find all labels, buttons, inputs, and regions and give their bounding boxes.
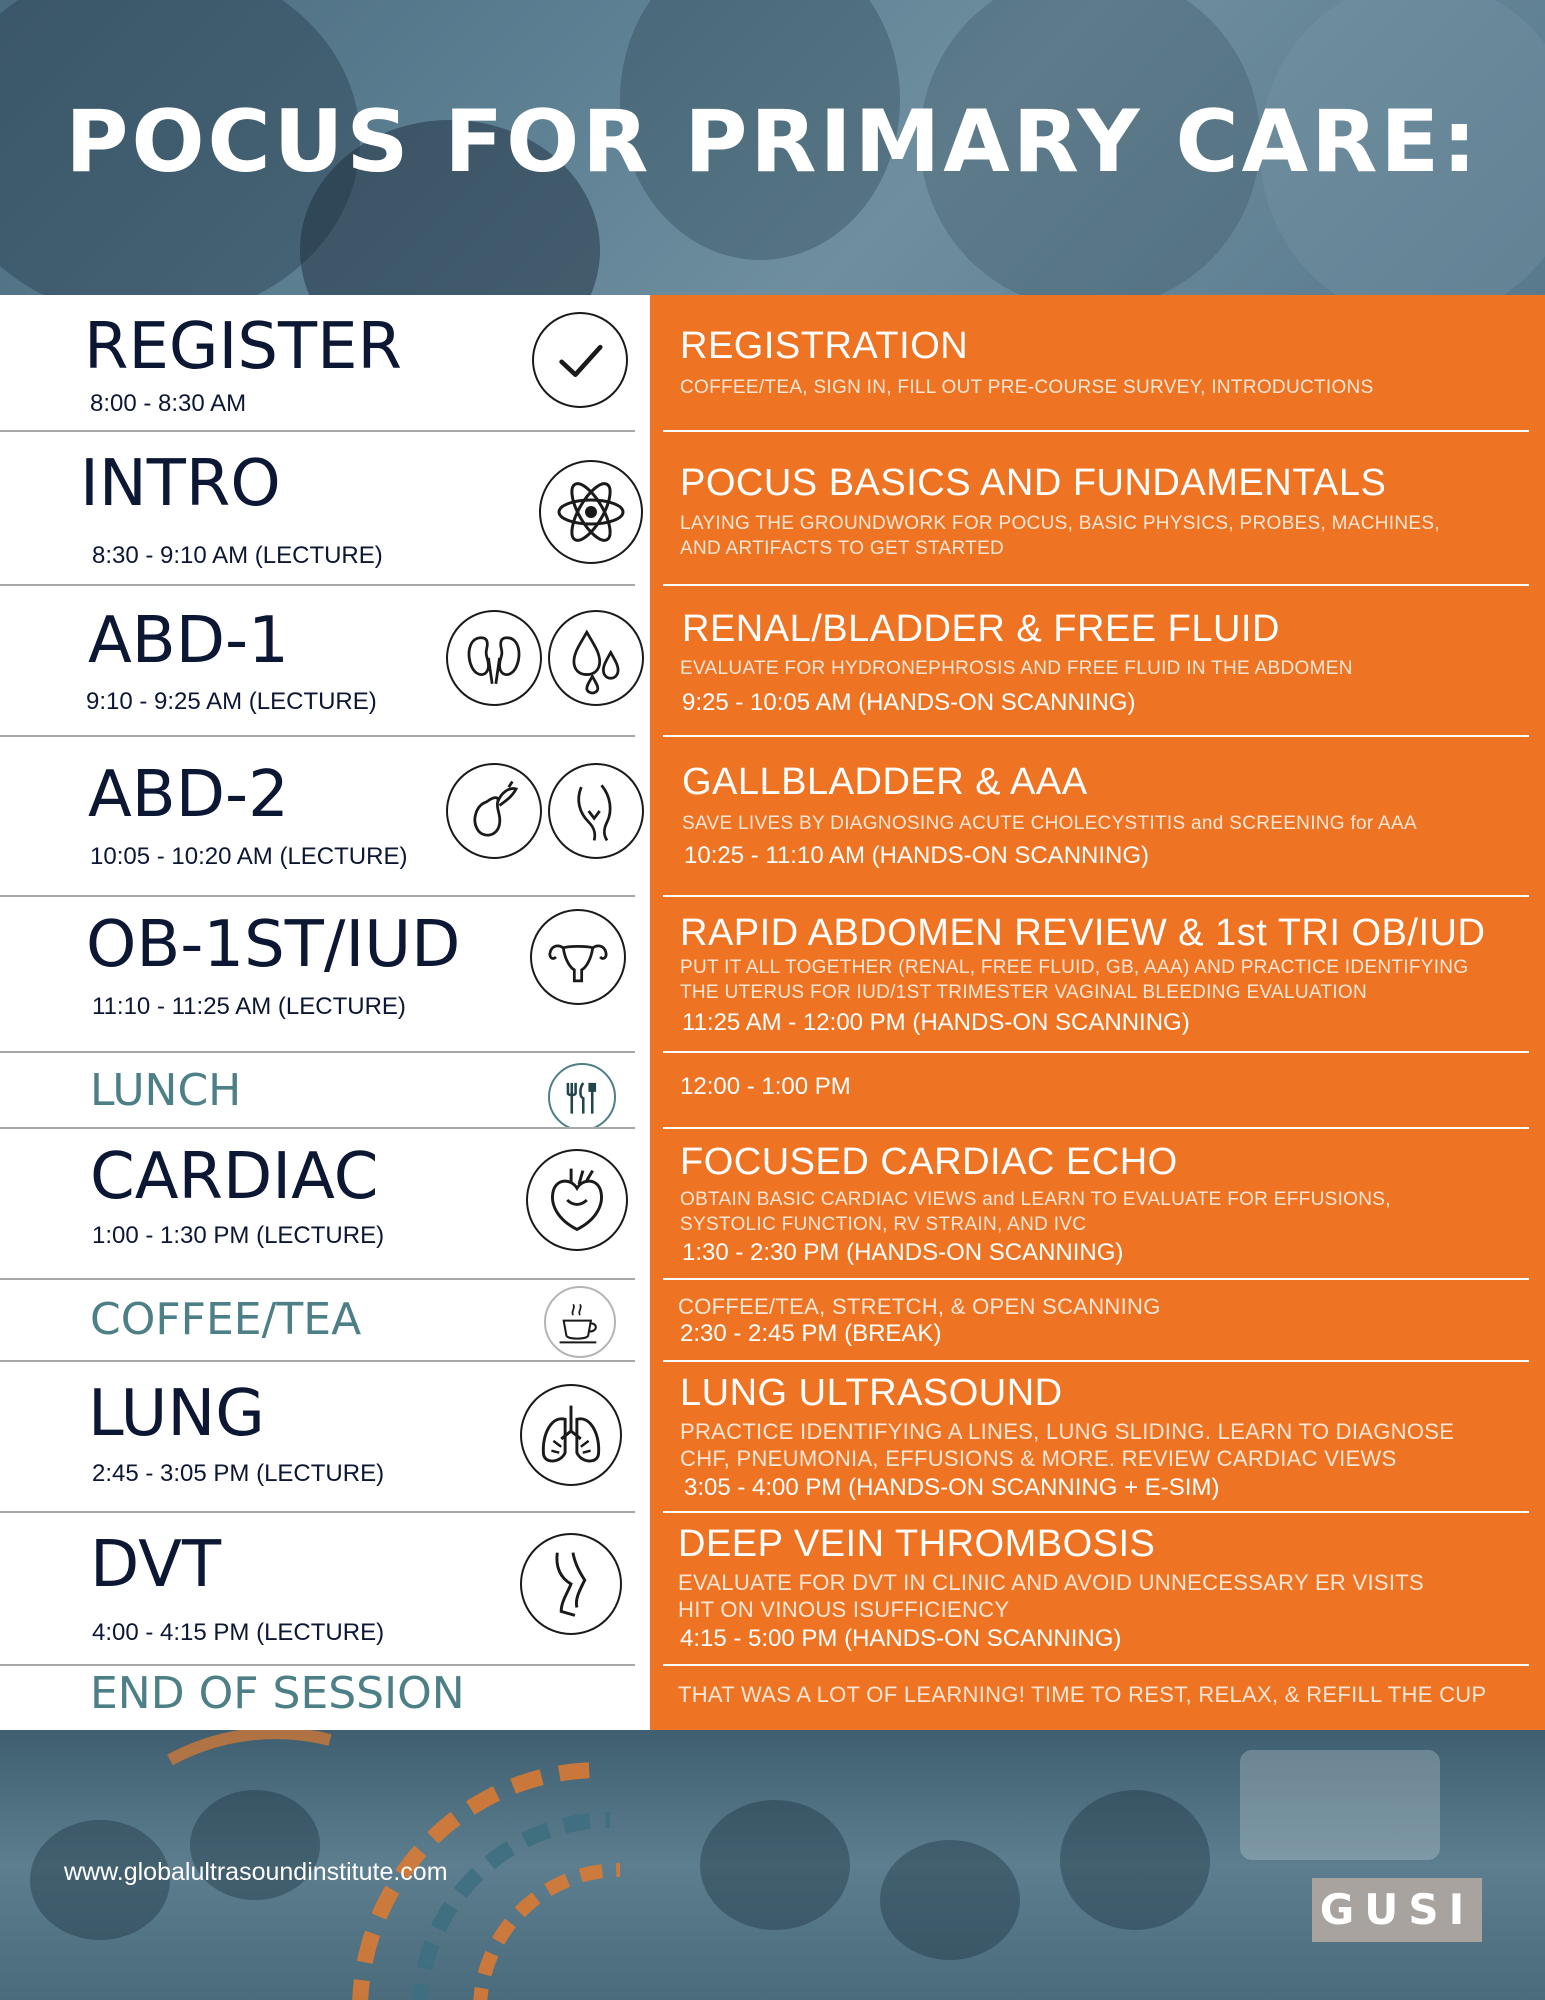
session-description: EVALUATE FOR HYDRONEPHROSIS AND FREE FLUID IN THE ABDOMEN	[680, 658, 1353, 679]
session-description: THAT WAS A LOT OF LEARNING! TIME TO REST, RELAX, & REFILL THE CUP	[678, 1682, 1487, 1707]
session-description: EVALUATE FOR DVT IN CLINIC AND AVOID UNNECESSARY ER VISITS HIT ON VINOUS ISUFFICIENCY	[678, 1570, 1425, 1622]
session-scanning-time: 1:30 - 2:30 PM (HANDS-ON SCANNING)	[682, 1239, 1124, 1266]
row-right-panel	[650, 432, 1545, 586]
session-lecture-time: 4:00 - 4:15 PM (LECTURE)	[92, 1619, 385, 1646]
session-lecture-time: 8:00 - 8:30 AM	[90, 390, 247, 417]
header-banner	[0, 0, 1545, 295]
row-left-panel	[0, 586, 650, 737]
session-title: POCUS BASICS AND FUNDAMENTALS	[680, 462, 1387, 504]
schedule-row-dvt	[0, 1513, 1545, 1666]
lungs-icon	[520, 1384, 622, 1486]
session-title: RAPID ABDOMEN REVIEW & 1st TRI OB/IUD	[680, 912, 1486, 954]
schedule-row-cardiac	[0, 1129, 1545, 1280]
coffee-cup-icon	[544, 1286, 616, 1358]
session-title: FOCUSED CARDIAC ECHO	[680, 1141, 1178, 1183]
session-description: LAYING THE GROUNDWORK FOR POCUS, BASIC PHYSICS, PROBES, MACHINES, AND ARTIFACTS TO GET STARTED	[680, 513, 1440, 559]
session-title: RENAL/BLADDER & FREE FLUID	[682, 608, 1280, 650]
schedule-row-abd-1	[0, 586, 1545, 737]
schedule-row-register	[0, 295, 1545, 432]
session-description: PRACTICE IDENTIFYING A LINES, LUNG SLIDING. LEARN TO DIAGNOSE CHF, PNEUMONIA, EFFUSIONS & MORE. REVIEW CARDIAC VIEWS	[680, 1419, 1455, 1471]
row-left-panel	[0, 897, 650, 1053]
schedule-row-ob-iud	[0, 897, 1545, 1053]
row-left-panel	[0, 1053, 650, 1129]
session-scanning-time: 9:25 - 10:05 AM (HANDS-ON SCANNING)	[682, 689, 1136, 716]
session-description: PUT IT ALL TOGETHER (RENAL, FREE FLUID, GB, AAA) AND PRACTICE IDENTIFYING THE UTERUS FOR IUD/1ST TRIMESTER VAGINAL BLEEDING EVALUATION	[680, 957, 1469, 1003]
session-scanning-time: 4:15 - 5:00 PM (HANDS-ON SCANNING)	[680, 1625, 1122, 1652]
session-code: END OF SESSION	[90, 1668, 465, 1719]
row-left-panel	[0, 1129, 650, 1280]
session-lecture-time: 11:10 - 11:25 AM (LECTURE)	[92, 993, 406, 1020]
row-left-panel	[0, 432, 650, 586]
kidneys-icon	[446, 610, 542, 706]
session-code: ABD-2	[88, 758, 289, 832]
page-title: POCUS FOR PRIMARY CARE:	[65, 92, 1480, 192]
session-code: DVT	[90, 1528, 222, 1602]
heart-icon	[526, 1149, 628, 1251]
session-description: SAVE LIVES BY DIAGNOSING ACUTE CHOLECYSTITIS and SCREENING for AAA	[682, 813, 1417, 834]
row-left-panel	[0, 295, 650, 432]
row-left-panel	[0, 1513, 650, 1666]
uterus-icon	[530, 909, 626, 1005]
schedule-row-lunch	[0, 1053, 1545, 1129]
session-lecture-time: 10:05 - 10:20 AM (LECTURE)	[90, 843, 408, 870]
session-title: GALLBLADDER & AAA	[682, 761, 1088, 803]
session-code: INTRO	[80, 447, 281, 521]
row-left-panel	[0, 1666, 650, 1730]
schedule-row-coffee-tea	[0, 1280, 1545, 1362]
session-lecture-time: 9:10 - 9:25 AM (LECTURE)	[86, 688, 377, 715]
check-icon	[532, 312, 628, 408]
session-scanning-time: 10:25 - 11:10 AM (HANDS-ON SCANNING)	[684, 842, 1150, 869]
session-description: COFFEE/TEA, SIGN IN, FILL OUT PRE-COURSE SURVEY, INTRODUCTIONS	[680, 377, 1374, 398]
schedule-row-intro	[0, 432, 1545, 586]
cutlery-icon	[548, 1063, 616, 1131]
session-title: REGISTRATION	[680, 325, 969, 367]
session-scanning-time: 11:25 AM - 12:00 PM (HANDS-ON SCANNING)	[682, 1009, 1190, 1036]
session-time: 2:30 - 2:45 PM (BREAK)	[680, 1320, 942, 1347]
session-code: LUNCH	[90, 1065, 242, 1116]
leg-icon	[520, 1533, 622, 1635]
session-code: COFFEE/TEA	[90, 1294, 362, 1345]
row-left-panel	[0, 737, 650, 897]
gallbladder-icon	[446, 763, 542, 859]
session-code: CARDIAC	[90, 1140, 379, 1214]
schedule-row-abd-2	[0, 737, 1545, 897]
session-code: REGISTER	[84, 310, 402, 384]
session-description: COFFEE/TEA, STRETCH, & OPEN SCANNING	[678, 1294, 1161, 1319]
session-code: ABD-1	[88, 604, 289, 678]
atom-icon	[539, 460, 643, 564]
row-left-panel	[0, 1280, 650, 1362]
session-time: 12:00 - 1:00 PM	[680, 1073, 851, 1100]
session-code: LUNG	[88, 1377, 265, 1451]
session-description: OBTAIN BASIC CARDIAC VIEWS and LEARN TO EVALUATE FOR EFFUSIONS, SYSTOLIC FUNCTION, RV STRAIN, AND IVC	[680, 1189, 1391, 1235]
session-title: LUNG ULTRASOUND	[680, 1372, 1063, 1414]
website-link[interactable]: www.globalultrasoundinstitute.com	[64, 1858, 448, 1886]
session-lecture-time: 8:30 - 9:10 AM (LECTURE)	[92, 542, 383, 569]
session-lecture-time: 1:00 - 1:30 PM (LECTURE)	[92, 1222, 385, 1249]
session-code: OB-1ST/IUD	[86, 908, 461, 982]
schedule-row-lung	[0, 1362, 1545, 1513]
session-title: DEEP VEIN THROMBOSIS	[678, 1523, 1156, 1565]
session-lecture-time: 2:45 - 3:05 PM (LECTURE)	[92, 1460, 385, 1487]
schedule-row-end-of-session	[0, 1666, 1545, 1730]
fluid-drops-icon	[548, 610, 644, 706]
row-left-panel	[0, 1362, 650, 1513]
aorta-icon	[548, 763, 644, 859]
session-scanning-time: 3:05 - 4:00 PM (HANDS-ON SCANNING + E-SIM)	[684, 1474, 1220, 1501]
gusi-logo: GUSI	[1312, 1878, 1482, 1942]
